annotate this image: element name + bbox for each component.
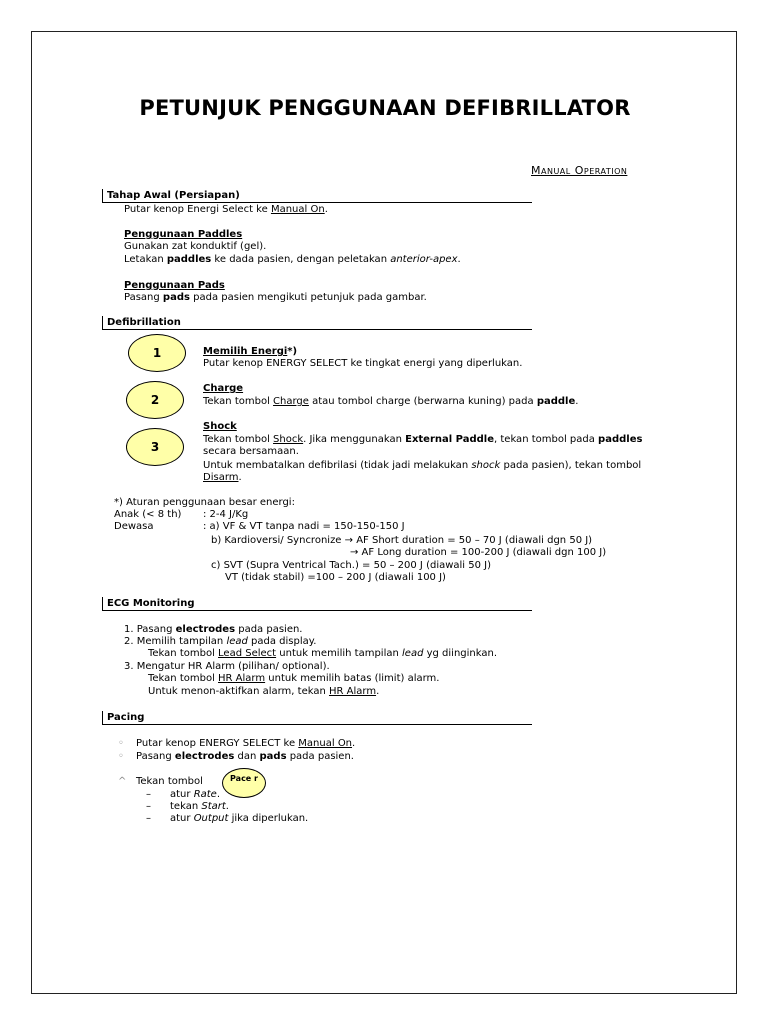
- text-italic: shock: [471, 460, 501, 471]
- dewasa-b2: → AF Long duration = 100-200 J (diawali dgn 100 J): [350, 547, 607, 558]
- tahap-line-1: [124, 204, 328, 216]
- text-italic: Output: [193, 813, 229, 824]
- text: Memilih Energi: [203, 346, 288, 357]
- manual-on-text: Manual On: [298, 738, 353, 749]
- dewasa-c: c) SVT (Supra Ventrical Tach.) = 50 – 200 J (diawali 50 J): [211, 560, 492, 571]
- text: pada pasien mengikuti petunjuk pada gambar.: [189, 292, 427, 303]
- ecg-item-1: [124, 624, 303, 636]
- manual-on-text: Manual On: [270, 204, 325, 215]
- energy-note-title: *) Aturan penggunaan besar energi:: [114, 497, 295, 508]
- text: 2. Memilih tampilan: [124, 636, 227, 647]
- shock-text: Shock: [273, 434, 304, 445]
- dewasa-b: b) Kardioversi/ Syncronize → AF Short duration = 50 – 70 J (diawali dgn 50 J): [211, 535, 593, 546]
- text: Pasang: [136, 751, 175, 762]
- paddles-line-1: Gunakan zat konduktif (gel).: [124, 241, 267, 252]
- paddles-heading: Penggunaan Paddles: [124, 229, 243, 240]
- text: 1. Pasang: [124, 624, 176, 635]
- text: yg diinginkan.: [423, 648, 498, 659]
- text: untuk memilih tampilan: [276, 648, 403, 659]
- pacing-bullet-3: [118, 776, 203, 788]
- ecg-item-3: 3. Mengatur HR Alarm (pilihan/ optional).: [124, 661, 330, 672]
- text: pada display.: [247, 636, 317, 647]
- text: Tekan tombol: [203, 434, 274, 445]
- section-tahap-awal-heading: Tahap Awal (Persiapan): [102, 189, 532, 203]
- ecg-item-2: [124, 636, 316, 648]
- text-italic: anterior-apex: [390, 254, 458, 265]
- text-bold: electrodes: [174, 751, 235, 762]
- anak-value: : 2-4 J/Kg: [203, 509, 249, 520]
- hr-alarm-text: HR Alarm: [328, 686, 377, 697]
- text: Tekan tombol: [136, 776, 203, 787]
- text-bold: paddles: [598, 434, 643, 445]
- text: Tekan tombol: [148, 673, 219, 684]
- lead-select-text: Lead Select: [218, 648, 277, 659]
- text: .: [216, 789, 221, 800]
- paddles-line-2: [124, 254, 461, 266]
- step-1-heading: [203, 346, 297, 358]
- document-page: [31, 31, 737, 994]
- disarm-text: Disarm: [203, 472, 239, 483]
- text: atur: [170, 789, 194, 800]
- dewasa-c2: VT (tidak stabil) =100 – 200 J (diawali 100 J): [225, 572, 446, 583]
- hr-alarm-text: HR Alarm: [218, 673, 266, 684]
- section-defibrillation-heading: Defibrillation: [102, 316, 532, 330]
- text: tekan: [170, 801, 202, 812]
- bullet-icon: ^: [118, 776, 127, 787]
- text: Putar kenop Energi Select ke: [124, 204, 271, 215]
- text-bold: External Paddle: [405, 434, 495, 445]
- text: .: [238, 472, 242, 483]
- text: Tekan tombol: [203, 396, 274, 407]
- ecg-item-2-detail: [148, 648, 497, 660]
- pads-heading: Penggunaan Pads: [124, 280, 225, 291]
- pads-line: [124, 292, 427, 304]
- text: *): [287, 346, 298, 357]
- step-3-heading: Shock: [203, 421, 237, 432]
- pacing-dash-2: [146, 801, 229, 813]
- text: Untuk menon-aktifkan alarm, tekan: [148, 686, 329, 697]
- text: Untuk membatalkan defibrilasi (tidak jadi melakukan: [203, 460, 472, 471]
- dash-icon: –: [146, 801, 151, 812]
- step-2-circle: 2: [126, 381, 184, 419]
- text: .: [352, 738, 356, 749]
- step-2-heading: Charge: [203, 383, 244, 394]
- text: Pasang: [124, 292, 163, 303]
- dewasa-a: : a) VF & VT tanpa nadi = 150-150-150 J: [203, 521, 405, 532]
- manual-operation-label: Manual Operation: [531, 164, 628, 177]
- bullet-icon: ◦: [118, 751, 124, 762]
- text-italic: Rate: [193, 789, 217, 800]
- text-bold: paddles: [166, 254, 212, 265]
- section-ecg-heading: ECG Monitoring: [102, 597, 532, 611]
- pacing-bullet-2: [118, 751, 354, 763]
- page-title: PETUNJUK PENGGUNAAN DEFIBRILLATOR: [139, 96, 631, 120]
- pacer-button-image: Pace r: [222, 768, 266, 798]
- step-1-circle: 1: [128, 334, 186, 372]
- text: . Jika menggunakan: [303, 434, 406, 445]
- step-3-line-3: [203, 460, 641, 472]
- text: ke dada pasien, dengan peletakan: [211, 254, 391, 265]
- step-3-line-4: [203, 472, 242, 484]
- text: .: [376, 686, 380, 697]
- step-3-line-2: secara bersamaan.: [203, 446, 299, 457]
- dash-icon: –: [146, 813, 151, 824]
- step-1-line-1: Putar kenop ENERGY SELECT ke tingkat energi yang diperlukan.: [203, 358, 523, 369]
- text-italic: lead: [226, 636, 248, 647]
- step-2-line-1: [203, 396, 578, 408]
- text-italic: Start: [201, 801, 226, 812]
- anak-label: Anak (< 8 th): [114, 509, 182, 520]
- text: Letakan: [124, 254, 167, 265]
- ecg-item-3-detail-2: [148, 686, 379, 698]
- dewasa-label: Dewasa: [114, 521, 154, 532]
- ecg-item-3-detail: [148, 673, 439, 685]
- text: .: [575, 396, 579, 407]
- text-italic: lead: [402, 648, 424, 659]
- text-bold: pads: [162, 292, 190, 303]
- text: jika diperlukan.: [228, 813, 309, 824]
- pacing-dash-1: [146, 789, 220, 801]
- step-3-circle: 3: [126, 428, 184, 466]
- pacing-dash-3: [146, 813, 308, 825]
- text: untuk memilih batas (limit) alarm.: [265, 673, 440, 684]
- section-pacing-heading: Pacing: [102, 711, 532, 725]
- text: pada pasien.: [286, 751, 354, 762]
- text: dan: [234, 751, 260, 762]
- text-bold: paddle: [536, 396, 576, 407]
- step-3-line-1: [203, 434, 642, 446]
- dash-icon: –: [146, 789, 151, 800]
- text: .: [324, 204, 328, 215]
- text: Putar kenop ENERGY SELECT ke: [136, 738, 299, 749]
- text: pada pasien.: [235, 624, 303, 635]
- text: pada pasien), tekan tombol: [500, 460, 642, 471]
- text: atau tombol charge (berwarna kuning) pada: [308, 396, 537, 407]
- text-bold: pads: [259, 751, 287, 762]
- pacing-bullet-1: [118, 738, 355, 750]
- text: Tekan tombol: [148, 648, 219, 659]
- text: , tekan tombol pada: [494, 434, 599, 445]
- bullet-icon: ◦: [118, 738, 124, 749]
- text: .: [457, 254, 461, 265]
- text-bold: electrodes: [175, 624, 236, 635]
- charge-text: Charge: [273, 396, 309, 407]
- text: atur: [170, 813, 194, 824]
- text: .: [225, 801, 229, 812]
